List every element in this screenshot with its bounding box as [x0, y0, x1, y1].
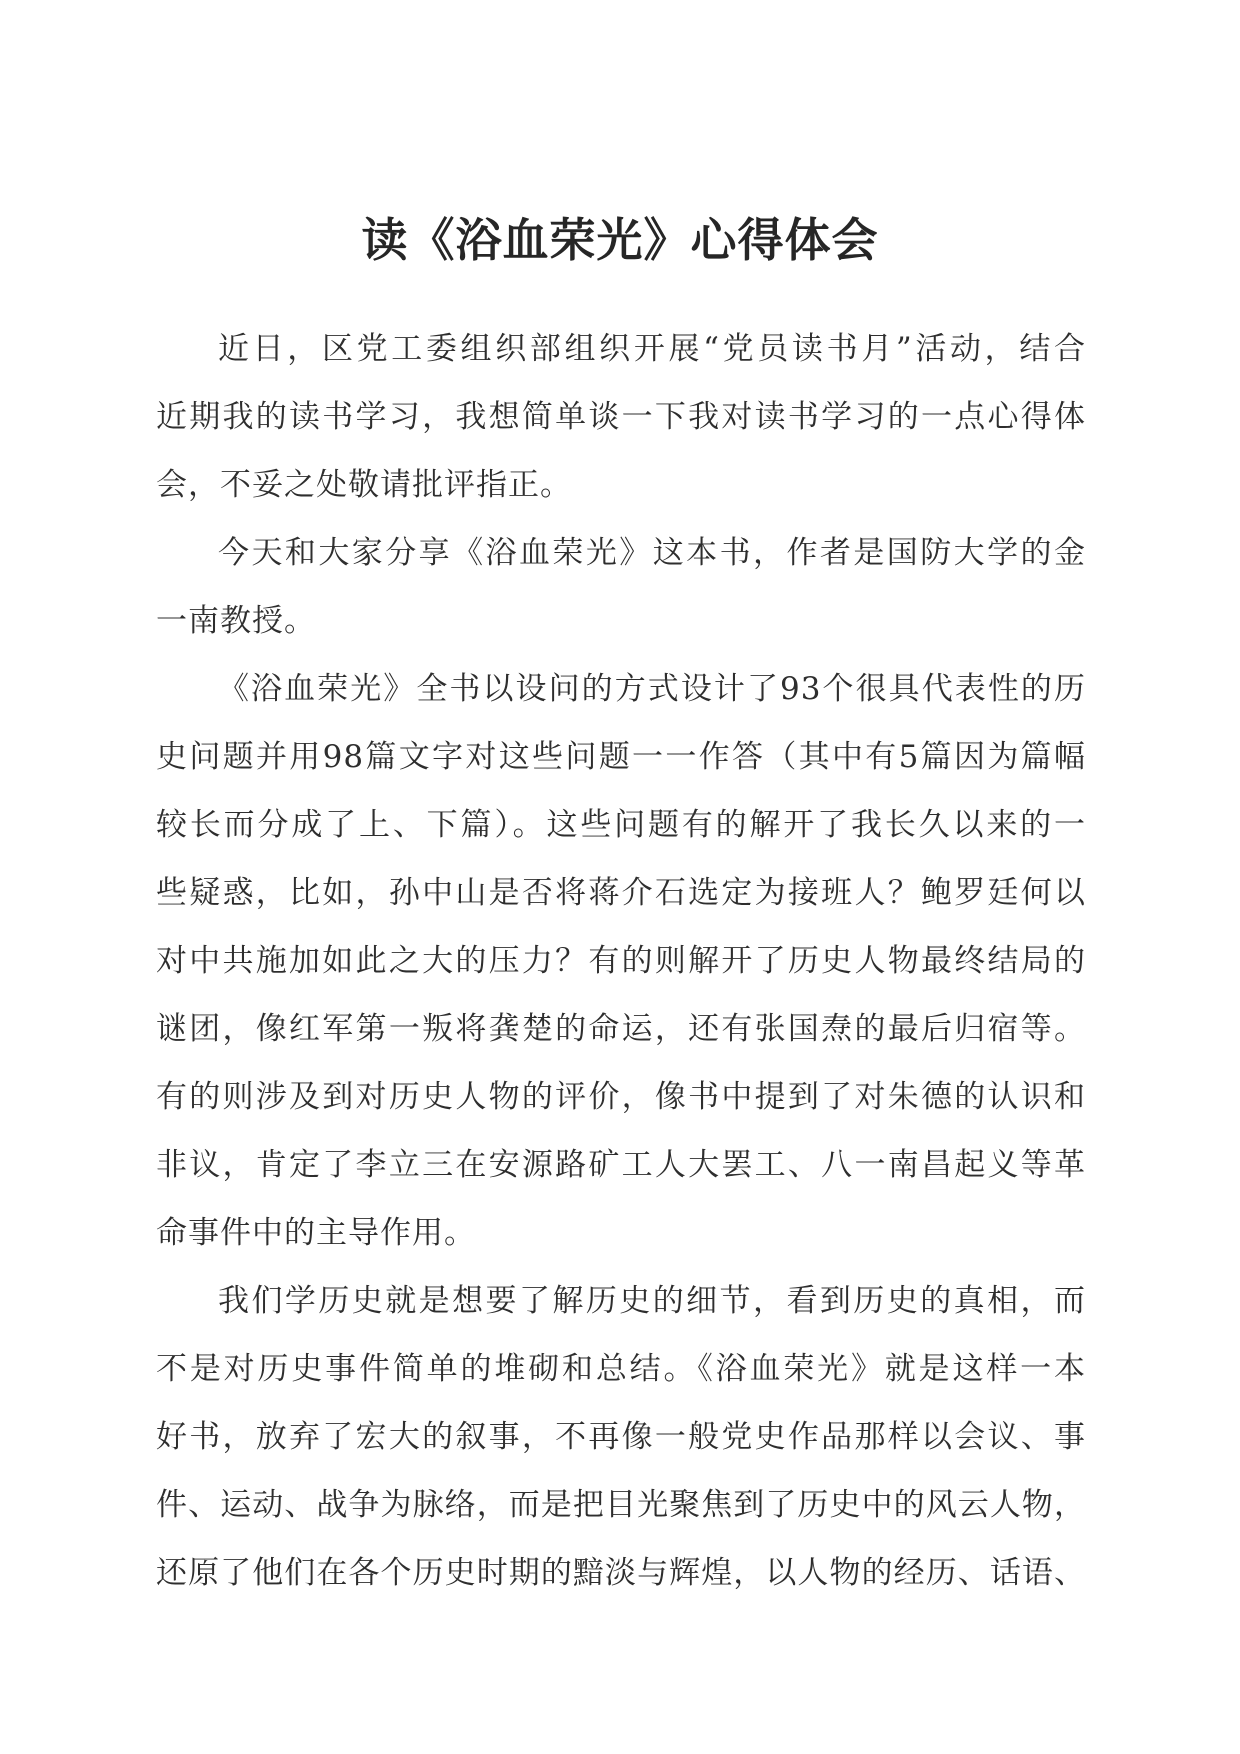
paragraph-1-line-3: 会，不妥之处敬请批评指正。 [156, 467, 572, 503]
paragraph-2-line-1: 今天和大家分享《浴血荣光》这本书，作者是国防大学的金 [218, 535, 1086, 571]
paragraph-3-line-8: 非议，肯定了李立三在安源路矿工人大罢工、八一南昌起义等革 [156, 1147, 1086, 1183]
paragraph-4-line-4: 件、运动、战争为脉络，而是把目光聚焦到了历史中的风云人物， [156, 1487, 1086, 1523]
paragraph-3-line-4: 些疑惑，比如，孙中山是否将蒋介石选定为接班人？鲍罗廷何以 [156, 875, 1086, 911]
paragraph-3-line-1: 《浴血荣光》全书以设问的方式设计了93个很具代表性的历 [218, 671, 1086, 707]
paragraph-3-line-2: 史问题并用98篇文字对这些问题一一作答（其中有5篇因为篇幅 [156, 739, 1086, 775]
paragraph-4-line-2: 不是对历史事件简单的堆砌和总结。《浴血荣光》就是这样一本 [156, 1351, 1086, 1387]
paragraph-1-line-2: 近期我的读书学习，我想简单谈一下我对读书学习的一点心得体 [156, 399, 1086, 435]
document-title: 读《浴血荣光》心得体会 [361, 213, 879, 267]
paragraph-3-line-9: 命事件中的主导作用。 [156, 1215, 476, 1251]
paragraph-3-line-5: 对中共施加如此之大的压力？有的则解开了历史人物最终结局的 [156, 943, 1086, 979]
paragraph-1-line-1: 近日，区党工委组织部组织开展“党员读书月”活动，结合 [218, 331, 1086, 367]
document-body [156, 315, 1086, 1607]
paragraph-3-line-6: 谜团，像红军第一叛将龚楚的命运，还有张国焘的最后归宿等。 [156, 1011, 1086, 1047]
paragraph-3-line-7: 有的则涉及到对历史人物的评价，像书中提到了对朱德的认识和 [156, 1079, 1086, 1115]
paragraph-2-line-2: 一南教授。 [156, 603, 316, 639]
paragraph-4-line-3: 好书，放弃了宏大的叙事，不再像一般党史作品那样以会议、事 [156, 1419, 1086, 1455]
paragraph-3-line-3: 较长而分成了上、下篇）。这些问题有的解开了我长久以来的一 [156, 807, 1086, 843]
paragraph-4-line-1: 我们学历史就是想要了解历史的细节，看到历史的真相，而 [218, 1283, 1086, 1319]
paragraph-4-line-5: 还原了他们在各个历史时期的黯淡与辉煌，以人物的经历、话语、 [156, 1555, 1086, 1591]
